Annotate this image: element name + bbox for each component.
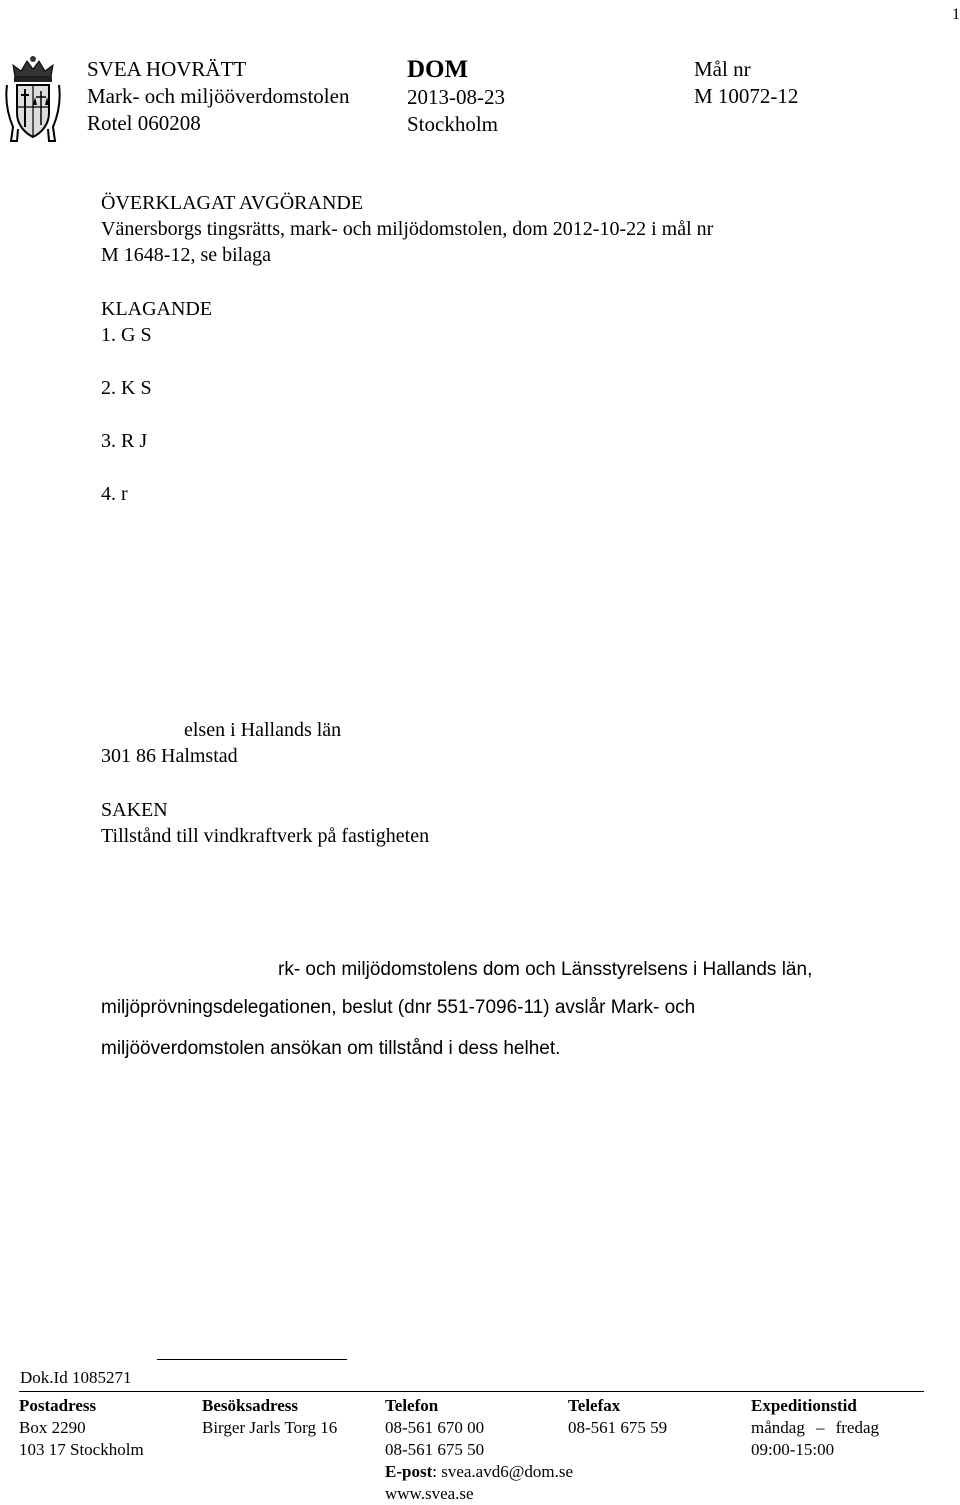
visiting-heading: Besöksadress <box>202 1396 299 1415</box>
fax-heading: Telefax <box>568 1396 621 1415</box>
fax-line1: 08-561 675 59 <box>568 1418 668 1437</box>
document-id: Dok.Id 1085271 <box>20 1368 132 1387</box>
case-number: M 10072-12 <box>694 84 799 108</box>
document-city: Stockholm <box>407 112 499 136</box>
visiting-line1: Birger Jarls Torg 16 <box>202 1418 338 1437</box>
hours-day-dash: – <box>815 1418 825 1437</box>
document-type: DOM <box>407 56 469 83</box>
case-label: Mål nr <box>694 57 751 81</box>
phone-line1: 08-561 670 00 <box>385 1418 485 1437</box>
footer-visiting <box>202 1395 337 1439</box>
matter-text: Tillstånd till vindkraftverk på fastigheten <box>101 825 430 847</box>
court-division: Mark- och miljööverdomstolen <box>87 84 350 108</box>
email-row <box>385 1461 573 1483</box>
page-number: 1 <box>952 6 960 23</box>
footer-postal <box>19 1395 144 1461</box>
hours-time: 09:00-15:00 <box>751 1440 835 1459</box>
appellant-item: 1. G S <box>101 324 152 346</box>
ruling-line1: rk- och miljödomstolens dom och Länsstyrelsens i Hallands län, <box>278 959 813 980</box>
appealed-decision-line1: Vänersborgs tingsrätts, mark- och miljödomstolen, dom 2012-10-22 i mål nr <box>101 218 714 240</box>
appellants-heading: KLAGANDE <box>101 298 213 320</box>
document-meta <box>407 56 505 138</box>
appealed-decision-heading: ÖVERKLAGAT AVGÖRANDE <box>101 192 364 214</box>
postal-line1: Box 2290 <box>19 1418 86 1437</box>
footer-divider <box>19 1391 924 1392</box>
signature-line <box>157 1359 347 1360</box>
matter-heading: SAKEN <box>101 799 168 821</box>
appellant-item: 4. r <box>101 483 128 505</box>
ruling-line3: miljööverdomstolen ansökan om tillstånd i dess helhet. <box>101 1038 561 1059</box>
footer-phone <box>385 1395 573 1505</box>
website-link[interactable]: www.svea.se <box>385 1484 474 1503</box>
footer-fax <box>568 1395 667 1439</box>
postal-heading: Postadress <box>19 1396 97 1415</box>
address-line2: 301 86 Halmstad <box>101 745 238 767</box>
hours-heading: Expeditionstid <box>751 1396 857 1415</box>
email-label: E-post <box>385 1462 433 1481</box>
court-header <box>87 56 349 137</box>
address-line1: elsen i Hallands län <box>184 719 342 741</box>
email-address[interactable]: : svea.avd6@dom.se <box>432 1462 573 1481</box>
postal-line2: 103 17 Stockholm <box>19 1440 144 1459</box>
ruling-line2: miljöprövningsdelegationen, beslut (dnr 551-7096-11) avslår Mark- och <box>101 997 696 1018</box>
document-date: 2013-08-23 <box>407 85 505 109</box>
footer-hours <box>751 1395 879 1461</box>
hours-days <box>751 1417 879 1439</box>
court-emblem-icon <box>5 55 61 143</box>
case-info <box>694 56 798 110</box>
court-name: SVEA HOVRÄTT <box>87 57 247 81</box>
phone-heading: Telefon <box>385 1396 439 1415</box>
hours-day-from: måndag <box>751 1418 805 1437</box>
rotel-number: Rotel 060208 <box>87 111 201 135</box>
appellant-item: 2. K S <box>101 377 152 399</box>
appellant-item: 3. R J <box>101 430 148 452</box>
hours-day-to: fredag <box>835 1418 879 1437</box>
appealed-decision-line2: M 1648-12, se bilaga <box>101 244 271 266</box>
phone-line2: 08-561 675 50 <box>385 1440 485 1459</box>
